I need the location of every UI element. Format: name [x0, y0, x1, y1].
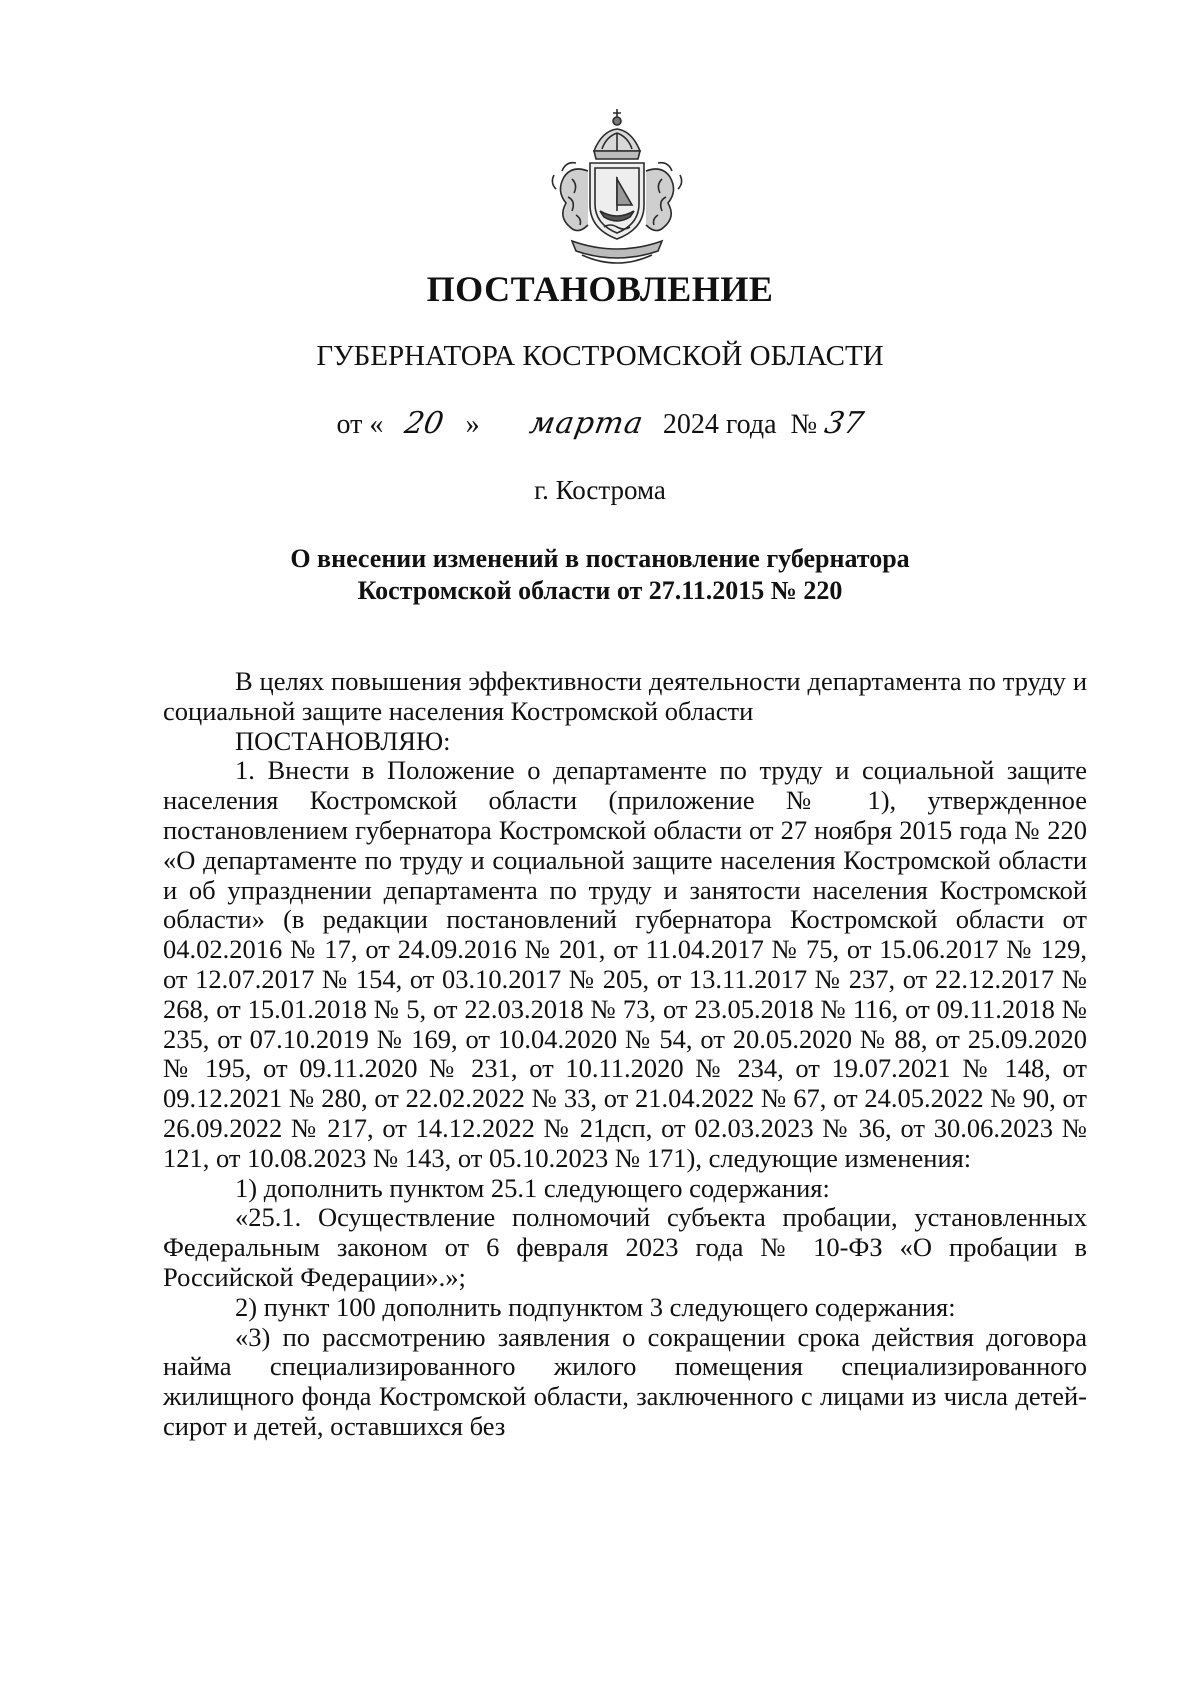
coat-of-arms-icon [542, 105, 692, 275]
date-year: 2024 года [662, 409, 777, 440]
body-paragraph: 1) дополнить пунктом 25.1 следующего содержания: [235, 1172, 830, 1203]
number-sign: № [790, 409, 818, 440]
handwritten-number: 37 [822, 406, 867, 441]
subject-line-2: Костромской области от 27.11.2015 № 220 [357, 576, 843, 605]
body-paragraph: В целях повышения эффективности деятельности департамента по труду и социальной защите населения Костромской области [163, 666, 1087, 726]
date-close-quote: » [465, 409, 480, 440]
subject-line-1: О внесении изменений в постановление губернатора [290, 544, 910, 573]
date-line [0, 406, 1200, 441]
document-subject [0, 543, 1200, 607]
document-body [163, 667, 1087, 1442]
body-paragraph: «25.1. Осуществление полномочий субъекта пробации, установленных Федеральным законом от 6 февраля 2023 года № 10-ФЗ «О пробации в Российской Федерации».»; [163, 1202, 1087, 1292]
body-paragraph: 2) пункт 100 дополнить подпунктом 3 следующего содержания: [235, 1291, 956, 1322]
city-line: г. Кострома [534, 475, 666, 505]
date-prefix: от « [336, 409, 384, 440]
handwritten-month: марта [526, 406, 646, 441]
document-title: ПОСТАНОВЛЕНИЕ [426, 269, 774, 309]
issuer-line: ГУБЕРНАТОРА КОСТРОМСКОЙ ОБЛАСТИ [316, 340, 884, 372]
handwritten-day: 20 [402, 406, 447, 441]
body-paragraph: «3) по рассмотрению заявления о сокращении срока действия договора найма специализированного жилого помещения специализированного жилищного фонда Костромской области, заключенного с лицами из числа детей-сирот и детей, оставшихся без [163, 1321, 1087, 1441]
body-paragraph: 1. Внести в Положение о департаменте по труду и социальной защите населения Костромской области (приложение № 1), утвержденное постановлением губернатора Костромской области от 27 ноября 2015 года № 220 «О департаменте по труду и социальной защите населения Костромской области и об упразднении департамента по труду и занятости населения Костромской области» (в редакции постановлений губернатора Костромской области от 04.02.2016 № 17, от 24.09.2016 № 201, от 11.04.2017 № 75, от 15.06.2017 № 129, от 12.07.2017 № 154, от 03.10.2017 № 205, от 13.11.2017 № 237, от 22.12.2017 № 268, от 15.01.2018 № 5, от 22.03.2018 № 73, от 23.05.2018 № 116, от 09.11.2018 № 235, от 07.10.2019 № 169, от 10.04.2020 № 54, от 20.05.2020 № 88, от 25.09.2020 № 195, от 09.11.2020 № 231, от 10.11.2020 № 234, от 19.07.2021 № 148, от 09.12.2021 № 280, от 22.02.2022 № 33, от 21.04.2022 № 67, от 24.05.2022 № 90, от 26.09.2022 № 217, от 14.12.2022 № 21дсп, от 02.03.2023 № 36, от 30.06.2023 № 121, от 10.08.2023 № 143, от 05.10.2023 № 171), следующие изменения: [163, 755, 1087, 1173]
body-paragraph: ПОСТАНОВЛЯЮ: [235, 725, 451, 756]
